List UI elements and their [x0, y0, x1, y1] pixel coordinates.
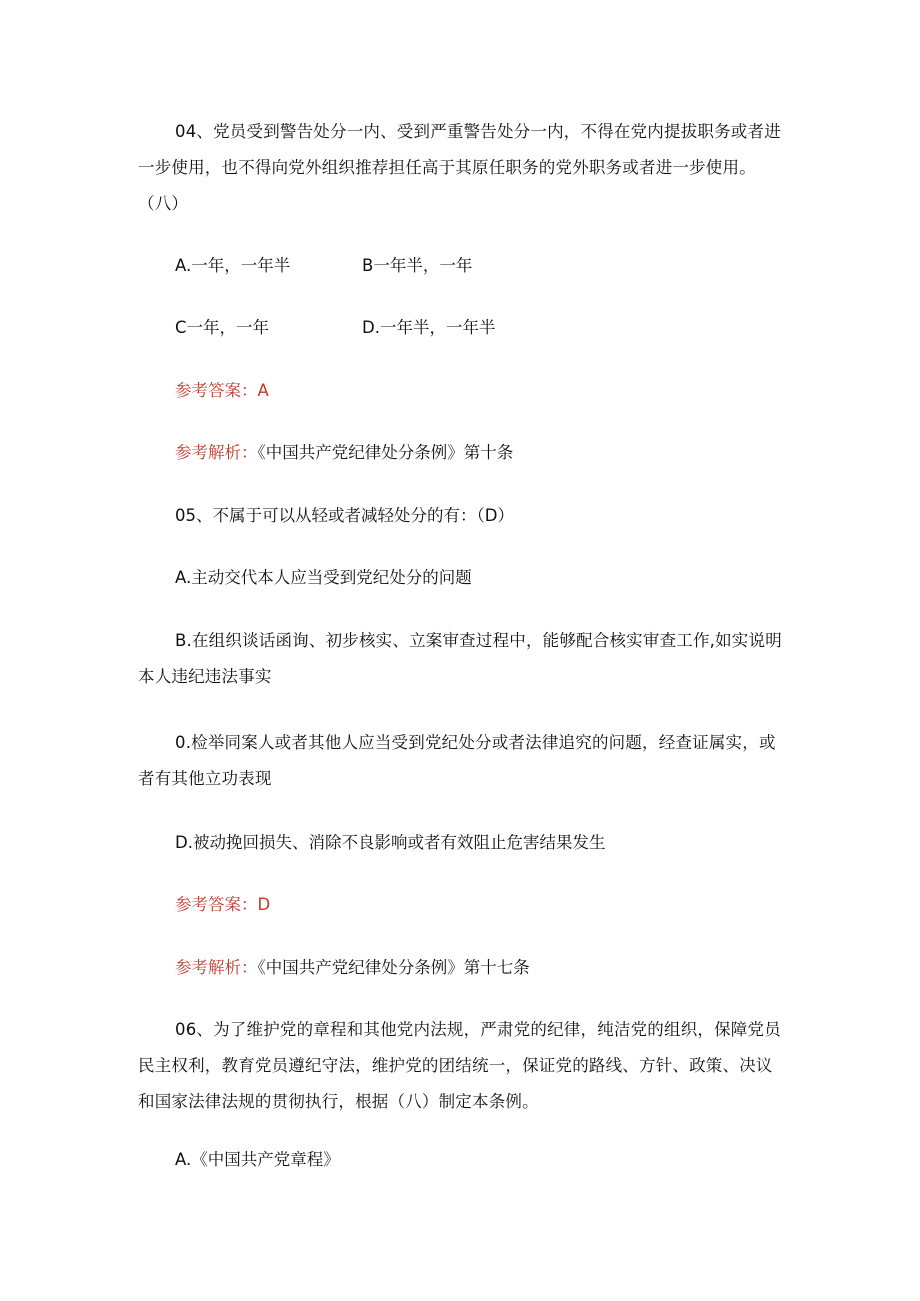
question-06-stem: 06、为了维护党的章程和其他党内法规，严肃党的纪律，纯洁党的组织，保障党员民主权利，教育党员遵纪守法，维护党的团结统一，保证党的路线、方针、政策、决议和国家法律法规的贯彻执行，根据（八）制定本条例。 — [138, 1020, 781, 1111]
analysis-label: 参考解析： — [175, 443, 258, 462]
question-05-option-c: 0.检举同案人或者其他人应当受到党纪处分或者法律追究的问题，经查证属实，或者有其他立功表现 — [138, 733, 776, 788]
question-04-option-a: A.一年，一年半 — [175, 256, 291, 275]
question-05-option-d: D.被动挽回损失、消除不良影响或者有效阻止危害结果发生 — [175, 833, 606, 852]
question-04-option-c: C一年，一年 — [175, 318, 270, 337]
analysis-text: 《中国共产党纪律处分条例》第十七条 — [257, 958, 530, 977]
question-04-option-b: B一年半，一年 — [362, 256, 473, 275]
question-06-option-a: A.《中国共产党章程》 — [175, 1150, 340, 1169]
analysis-label: 参考解析： — [175, 958, 258, 977]
question-05-answer: 参考答案：D — [175, 895, 271, 914]
question-05-analysis — [175, 950, 530, 986]
question-04-answer: 参考答案：A — [175, 381, 269, 400]
question-05-option-b: B.在组织谈话函询、初步核实、立案审查过程中，能够配合核实审查工作,如实说明本人违纪违法事实 — [138, 631, 782, 686]
analysis-text: 《中国共产党纪律处分条例》第十条 — [257, 443, 514, 462]
question-04-stem: 04、党员受到警告处分一内、受到严重警告处分一内，不得在党内提拔职务或者进一步使用，也不得向党外组织推荐担任高于其原任职务的党外职务或者进一步使用。（八） — [138, 122, 781, 213]
question-04-analysis — [175, 435, 513, 471]
question-05-stem: 05、不属于可以从轻或者减轻处分的有：（D） — [175, 506, 514, 525]
question-05-option-a: A.主动交代本人应当受到党纪处分的问题 — [175, 568, 472, 587]
question-04-option-d: D.一年半，一年半 — [362, 318, 496, 337]
